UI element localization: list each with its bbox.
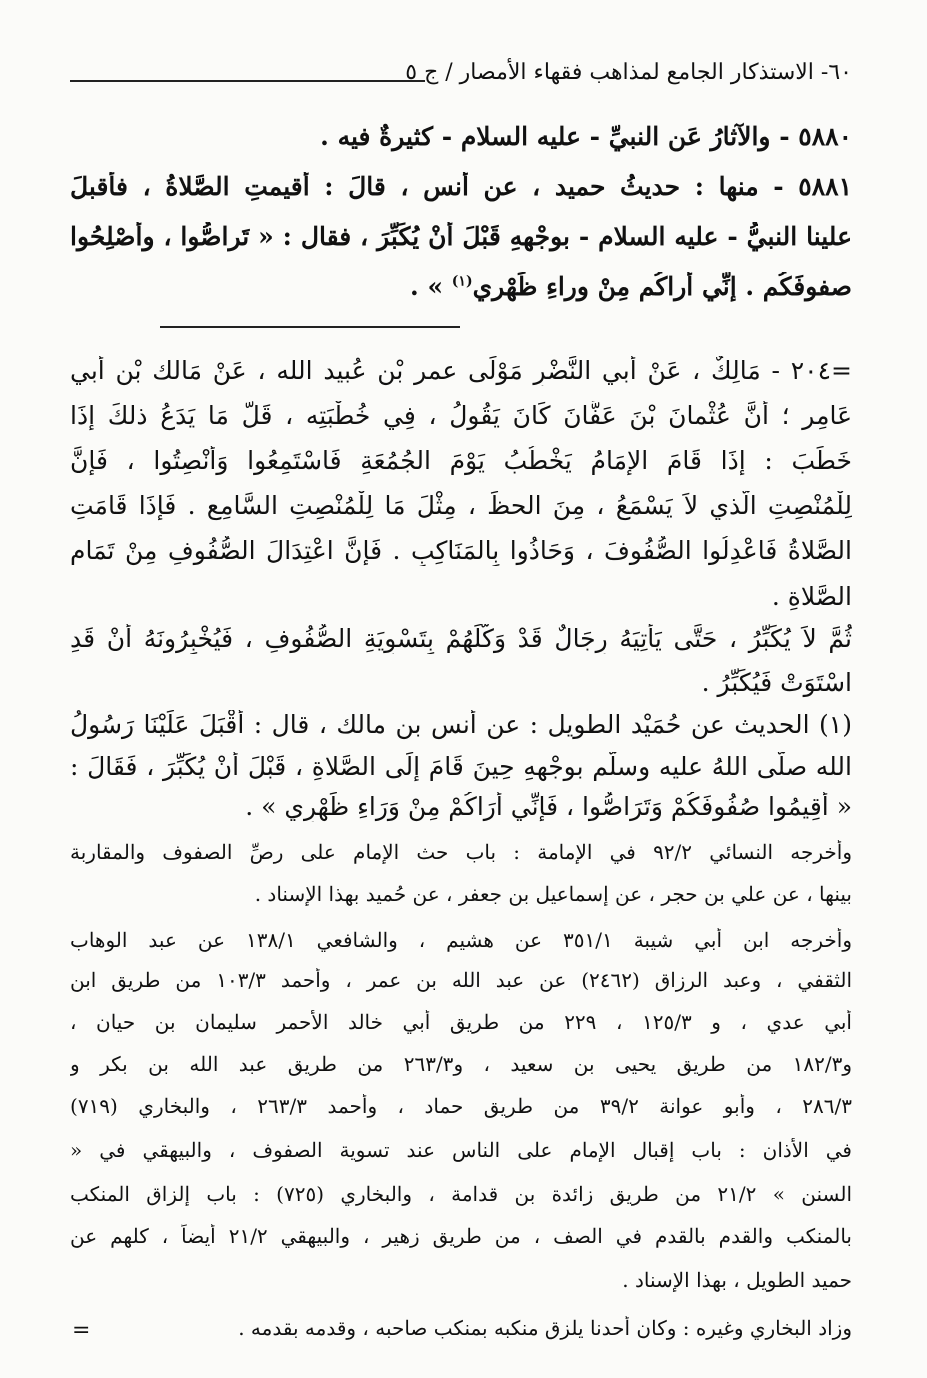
footnote-line-text: بالمنكب والقدم بالقدم في الصف ، من طريق زهير ، والبيهقي ٢١/٢ أيضاً ، كلهم عن [70, 1224, 852, 1248]
commentary-line [70, 582, 852, 612]
footnote-line-text: حميد الطويل ، بهذا الإسناد . [622, 1268, 852, 1292]
footnote-line [70, 928, 852, 952]
header-rule [70, 80, 425, 82]
commentary-line [70, 401, 852, 431]
commentary-line-text: عَامِر ؛ أَنَّ عُثْمانَ بْنَ عَفَّانَ كَانَ يَقُولُ ، فِي خُطْبَتِه ، قَلَّ مَا يَدَعُ ذلكَ إذَا [70, 401, 852, 430]
footnote-line [70, 840, 852, 864]
footnote-line-text: الله صلَّى اللهُ عليه وسلَّم بوجْهِهِ حِينَ قَامَ إِلَى الصَّلاةِ ، قَبْلَ أنْ يُكَبِّرَ ، فَقَالَ : [70, 752, 852, 781]
footnote-line-text: وأخرجه ابن أبي شيبة ٣٥١/١ عن هشيم ، والشافعي ١٣٨/١ عن عبد الوهاب [70, 928, 852, 952]
main-text-line [70, 272, 852, 302]
footnote-line-text: وأخرجه النسائي ٩٢/٢ في الإمامة : باب حث الإمام على رصِّ الصفوف والمقاربة [70, 840, 852, 864]
page-header-title: ٦٠- الاستذكار الجامع لمذاهب فقهاء الأمصار / ج ٥ [405, 60, 852, 85]
footnote-line [70, 1182, 852, 1206]
footnote-separator [160, 326, 460, 328]
commentary-line [70, 624, 852, 654]
main-text-line-text: علينا النبيُّ - عليه السلام - بوجْهِهِ قَبْلَ أنْ يُكَبِّرَ ، فقال : « تَراصُّوا ، وأَصْلِحُوا [70, 222, 852, 251]
footnote-line [70, 710, 852, 740]
footnote-line [70, 1010, 852, 1034]
main-text-line-text: صفوفَكُم . إنِّي أراكُم مِنْ وراءِ ظَهْري [472, 272, 852, 301]
footnote-line [70, 1052, 852, 1076]
main-text-line [70, 222, 852, 252]
footnote-line [70, 1138, 852, 1162]
commentary-line-text: اسْتَوَتْ فَيُكَبِّرُ . [701, 668, 852, 697]
footnote-line [70, 1224, 852, 1248]
footnote-line [70, 1094, 852, 1118]
footnote-line [70, 792, 852, 822]
running-header [70, 60, 852, 96]
main-text-line-tail: » . [410, 272, 452, 301]
footnote-line-text: في الأذان : باب إقبال الإمام على الناس عند تسوية الصفوف ، والبيهقي في « [70, 1138, 852, 1162]
footnote-line-text: الثقفي ، وعبد الرزاق (٢٤٦٢) عن عبد الله بن عمر ، وأحمد ١٠٣/٣ من طريق ابن [70, 968, 852, 992]
footnote-line-text: و١٨٢/٣ من طريق يحيى بن سعيد ، و٢٦٣/٣ من طريق عبد الله بن بكر و [70, 1052, 852, 1076]
main-text-line [70, 172, 852, 202]
footnote-line [70, 1316, 852, 1340]
commentary-line-text: الصَّلاةُ فَاعْدِلُوا الصُّفُوفَ ، وَحَاذُوا بِالمَنَاكِبِ . فَإِنَّ اعْتِدَالَ الصُّفُوفِ مِنْ تَمَامِ [70, 536, 852, 565]
commentary-line-text: الصَّلاةِ . [771, 582, 852, 611]
main-text-line [70, 122, 852, 152]
footnote-line-text: « أَقِيمُوا صُفُوفَكُمْ وَتَرَاصُّوا ، فَإِنِّي أَرَاكُمْ مِنْ وَرَاءِ ظَهْرِي » . [245, 792, 852, 821]
commentary-line-text: لِلْمُنْصِتِ الَّذي لاَ يَسْمَعُ ، مِنَ الحظِّ ، مِثْلَ مَا لِلْمُنْصِتِ السَّامِعِ . فَإذَا قَامَتِ [70, 491, 852, 520]
commentary-line-text: =٢٠٤ - مَالِكٌ ، عَنْ أبي النَّضْرِ مَوْلَى عمر بْنِ عُبيد الله ، عَنْ مَالك بْنِ أبي [70, 356, 852, 385]
commentary-line [70, 536, 852, 566]
footnote-line-text: ٢٨٦/٣ ، وأبو عوانة ٣٩/٢ من طريق حماد ، وأحمد ٢٦٣/٣ ، والبخاري (٧١٩) [70, 1094, 852, 1118]
commentary-line [70, 356, 852, 386]
commentary-line-text: خَطَبَ : إذَا قَامَ الإمَامُ يَخْطُبُ يَوْمَ الجُمُعَةِ فَاسْتَمِعُوا وَأَنْصِتُوا ، فَإِنَّ [70, 446, 852, 475]
footnote-line [70, 1268, 852, 1292]
commentary-line [70, 668, 852, 698]
footnote-line-text: بينها ، عن علي بن حجر ، عن إسماعيل بن جعفر ، عن حُميد بهذا الإسناد . [254, 882, 852, 906]
commentary-line [70, 446, 852, 476]
main-text-line-text: ٥٨٨١ - منها : حديثُ حميد ، عن أنس ، قالَ : أقيمتِ الصَّلاةُ ، فأقبلَ [70, 172, 852, 201]
commentary-line-text: ثُمَّ لاَ يُكَبِّرُ ، حَتَّى يَأْتِيَهُ رِجَالٌ قَدْ وَكَّلَهُمْ بِتَسْوِيَةِ الصُّفُوفِ ، فَيُخْبِرُونَهُ أَنْ قَدِ [70, 624, 852, 653]
footnote-line-text: (١) الحديث عن حُمَيْد الطويل : عن أنس بن مالك ، قال : أَقْبَلَ عَلَيْنَا رَسُولُ [70, 710, 852, 739]
commentary-line [70, 491, 852, 521]
footnote-line-text: وزاد البخاري وغيره : وكان أحدنا يلزق منكبه بمنكب صاحبه ، وقدمه بقدمه . [238, 1316, 852, 1340]
footnote-line [70, 882, 852, 906]
footnote-line [70, 752, 852, 782]
footnote-line-text: السنن » ٢١/٢ من طريق زائدة بن قدامة ، والبخاري (٧٢٥) : باب إلزاق المنكب [70, 1182, 852, 1206]
main-text-line-text: ٥٨٨٠ - والآثارُ عَنِ النبيِّ - عليه السلام - كثيرةٌ فيه . [320, 122, 852, 151]
continuation-marker: = [72, 1318, 91, 1343]
footnote-reference[interactable]: (١) [451, 273, 473, 290]
footnote-line [70, 968, 852, 992]
footnote-line-text: أبي عدي ، و ١٢٥/٣ ، ٢٢٩ من طريق أبي خالد الأحمر سليمان بن حيان ، [70, 1010, 852, 1034]
